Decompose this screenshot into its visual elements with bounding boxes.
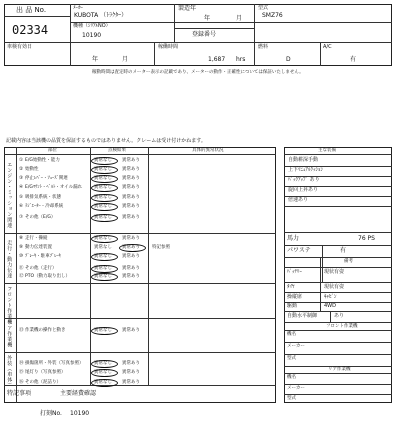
row-number: ⑨ — [19, 245, 24, 250]
row-part: 停止ﾚﾊﾞｰ・ﾌｭｰｽﾞ関連 — [25, 176, 68, 181]
row-detail: 特記参照 — [152, 245, 170, 250]
row-part: ﾌﾞﾚｰｷ・駐車ﾌﾞﾚｰｷ — [25, 254, 61, 259]
row-number: ⑮ — [19, 370, 24, 375]
hours-value: 1,687 — [208, 56, 226, 63]
row-part: 損傷箇所・外装（写真参照） — [25, 361, 84, 366]
row-number: ⑯ — [19, 380, 24, 385]
model-value: 10190 — [82, 32, 102, 39]
row-number: ⑩ — [19, 254, 24, 259]
status-ok[interactable]: 異常なし — [94, 158, 112, 163]
section-engine: エンジン・ミッション関連 — [6, 162, 13, 228]
special-label: 特記事項 — [7, 390, 32, 397]
notice-text: 記載内容は当該機の品質を保証するものではありません。クレームは受け付けかねます。 — [6, 138, 206, 144]
ac-value: 有 — [350, 56, 357, 63]
status-ng[interactable]: 異常あり — [122, 254, 140, 259]
reg-label: 登録番号 — [192, 31, 217, 38]
selection-mark — [91, 379, 118, 387]
insp-label: 車検有効日 — [7, 44, 33, 50]
hours-unit: hrs — [236, 56, 246, 63]
row-part: ﾗｼﾞｴｰﾀｰ・冷却系統 — [25, 204, 64, 209]
status-ok[interactable]: 異常なし — [94, 167, 112, 172]
maker-label: ﾒｰｶｰ — [73, 5, 84, 11]
selection-mark — [91, 175, 118, 183]
status-ok[interactable]: 異常なし — [94, 380, 112, 385]
row-number: ③ — [19, 176, 24, 181]
status-ok[interactable]: 異常なし — [94, 185, 112, 190]
front-name-label: 機名 — [287, 332, 296, 337]
status-ok[interactable]: 異常なし — [94, 236, 112, 241]
status-ng[interactable]: 異常あり — [122, 185, 140, 190]
equipment-divider — [284, 206, 392, 207]
row-part: 作業機の操作と動き — [25, 328, 66, 333]
mfg-label: 製造年 — [178, 5, 197, 12]
col-part: 部位 — [48, 148, 57, 153]
battery-value: 現状有姿 — [324, 269, 345, 275]
row-number: ⑬ — [19, 328, 24, 333]
insp-month: 月 — [122, 56, 129, 63]
row-part: PTO（動力取り出し） — [25, 274, 71, 279]
status-ng[interactable]: 異常あり — [122, 361, 140, 366]
maker-value: KUBOTA （ﾄﾗｸﾀｰ） — [74, 12, 128, 19]
equipment-item: 旋回上昇あり — [288, 187, 319, 193]
drive-label: 駆動 — [287, 303, 298, 309]
selection-mark — [91, 235, 118, 243]
tire-label: ﾀｲﾔ — [287, 284, 295, 290]
selection-mark — [91, 253, 118, 261]
status-ok[interactable]: 異常なし — [94, 204, 112, 209]
lot-label: 出 品 No. — [16, 6, 47, 14]
power-steering-label: パワステ — [287, 247, 311, 254]
lot-number: 02334 — [12, 23, 49, 37]
status-ng[interactable]: 異常あり — [122, 245, 140, 250]
row-part: その他（走行） — [25, 266, 57, 271]
row-number: ⑧ — [19, 236, 24, 241]
selection-mark — [91, 265, 118, 273]
stamp-label: 打刻No. — [40, 410, 62, 417]
cab-value: ｷｬﾋﾞﾝ — [324, 294, 337, 300]
status-ng[interactable]: 異常あり — [122, 274, 140, 279]
row-number: ⑥ — [19, 204, 24, 209]
selection-mark — [91, 194, 118, 202]
ac-label: A/C — [323, 44, 332, 50]
type-label: 型式 — [258, 5, 269, 11]
selection-mark — [91, 203, 118, 211]
row-number: ② — [19, 167, 24, 172]
status-ng[interactable]: 異常あり — [122, 370, 140, 375]
status-ok[interactable]: 異常なし — [94, 361, 112, 366]
selection-mark — [91, 157, 118, 165]
front-maker-label: メーカー — [287, 344, 305, 349]
front-implement-header: フロント作業機 — [326, 324, 358, 329]
row-part: 尾灯り（写真参照） — [25, 370, 66, 375]
selection-mark — [91, 166, 118, 174]
col-status: 点検結果 — [108, 148, 126, 153]
insp-year: 年 — [92, 56, 99, 63]
row-part: その他（泥詰り） — [25, 380, 61, 385]
rear-name-label: 機名 — [287, 375, 296, 380]
row-part: その他（E/G） — [25, 215, 56, 220]
notes-header: 備考 — [344, 259, 353, 264]
cab-label: 操縦席 — [287, 294, 303, 300]
hours-note: 稼動時間は査定時のメーター表示の記載であり、メーターの動作・正確性については保証いたしません。 — [92, 70, 304, 75]
status-ok[interactable]: 異常なし — [94, 176, 112, 181]
horsepower-label: 馬力 — [287, 235, 300, 242]
status-ok[interactable]: 異常なし — [94, 254, 112, 259]
fuel-label: 燃料 — [258, 44, 269, 50]
tire-value: 現状有姿 — [324, 284, 345, 290]
row-part: E/Gﾏｳﾝﾄ・ﾍﾞﾙﾄ・オイル漏れ — [25, 185, 83, 190]
selection-mark — [91, 273, 118, 281]
equipment-header: 主な装備 — [318, 148, 336, 153]
drive-value: 4WD — [324, 303, 336, 309]
status-ok[interactable]: 異常なし — [94, 266, 112, 271]
row-part: E/G始動性・能力 — [25, 158, 60, 163]
equipment-item: ﾊﾞｯｸｱｯﾌﾟ あり — [288, 177, 320, 183]
row-number: ⑪ — [19, 266, 24, 271]
status-ng[interactable]: 異常あり — [122, 236, 140, 241]
equipment-item: 上下ﾏﾆｭｱﾙｸｯｼｮﾝ — [288, 167, 324, 173]
row-number: ⑫ — [19, 274, 24, 279]
auto-horizontal-label: 自動水平制御 — [287, 313, 318, 319]
power-steering-value: 有 — [340, 247, 347, 254]
section-front: フロント作業機 — [6, 286, 13, 325]
rear-maker-label: メーカー — [287, 386, 305, 391]
hours-label: 稼働時間 — [158, 44, 179, 50]
status-ng[interactable]: 異常あり — [122, 380, 140, 385]
rear-model-label: 型式 — [287, 396, 296, 401]
status-ng[interactable]: 異常あり — [122, 328, 140, 333]
equipment-item: 自動耕深手動 — [288, 157, 319, 163]
status-ng[interactable]: 異常あり — [122, 195, 140, 200]
rear-implement-header: リア作業機 — [328, 367, 351, 372]
equipment-item: 倍速あり — [288, 197, 309, 203]
horsepower-value: 76 PS — [358, 235, 375, 242]
row-part: 走行・操縦 — [25, 236, 48, 241]
section-exterior: 外装（車体） — [6, 355, 13, 388]
selection-mark — [91, 214, 118, 222]
section-rear: リア作業機 — [6, 320, 13, 348]
selection-mark — [91, 369, 118, 377]
selection-mark — [119, 244, 146, 252]
mfg-month: 月 — [236, 15, 243, 22]
status-ng[interactable]: 異常あり — [122, 215, 140, 220]
row-part: 始動性 — [25, 167, 39, 172]
selection-mark — [91, 360, 118, 368]
status-ok[interactable]: 異常なし — [94, 195, 112, 200]
special-value: 主要経費確認 — [60, 390, 97, 397]
status-ng[interactable]: 異常あり — [122, 266, 140, 271]
front-model-label: 型式 — [287, 356, 296, 361]
status-ng[interactable]: 異常あり — [122, 176, 140, 181]
row-number: ⑭ — [19, 361, 24, 366]
mfg-year: 年 — [204, 15, 211, 22]
type-value: SMZ76 — [262, 12, 283, 19]
status-ok[interactable]: 異常なし — [94, 274, 112, 279]
status-ok[interactable]: 異常なし — [94, 328, 112, 333]
row-number: ① — [19, 158, 24, 163]
row-part: 動力伝達装置 — [25, 245, 52, 250]
row-part: 吸排気系統・状態 — [25, 195, 61, 200]
row-number: ⑤ — [19, 195, 24, 200]
stamp-value: 10190 — [70, 410, 90, 417]
status-ok[interactable]: 異常なし — [94, 215, 112, 220]
status-ng[interactable]: 異常あり — [122, 204, 140, 209]
row-number: ⑦ — [19, 215, 24, 220]
status-ok[interactable]: 異常なし — [94, 370, 112, 375]
auto-horizontal-value: あり — [334, 313, 345, 319]
battery-label: ﾊﾞｯﾃﾘｰ — [287, 269, 303, 275]
section-running: 走行・動力伝達 — [6, 240, 13, 279]
col-detail: 具体的異常状況 — [192, 148, 224, 153]
selection-mark — [91, 184, 118, 192]
selection-mark — [91, 327, 118, 335]
status-ng[interactable]: 異常あり — [122, 167, 140, 172]
status-ok[interactable]: 異常なし — [94, 245, 112, 250]
model-label: 機種（ｼﾘｱﾙNO） — [73, 23, 111, 29]
status-ng[interactable]: 異常あり — [122, 158, 140, 163]
row-number: ④ — [19, 185, 24, 190]
fuel-value: D — [286, 56, 291, 63]
